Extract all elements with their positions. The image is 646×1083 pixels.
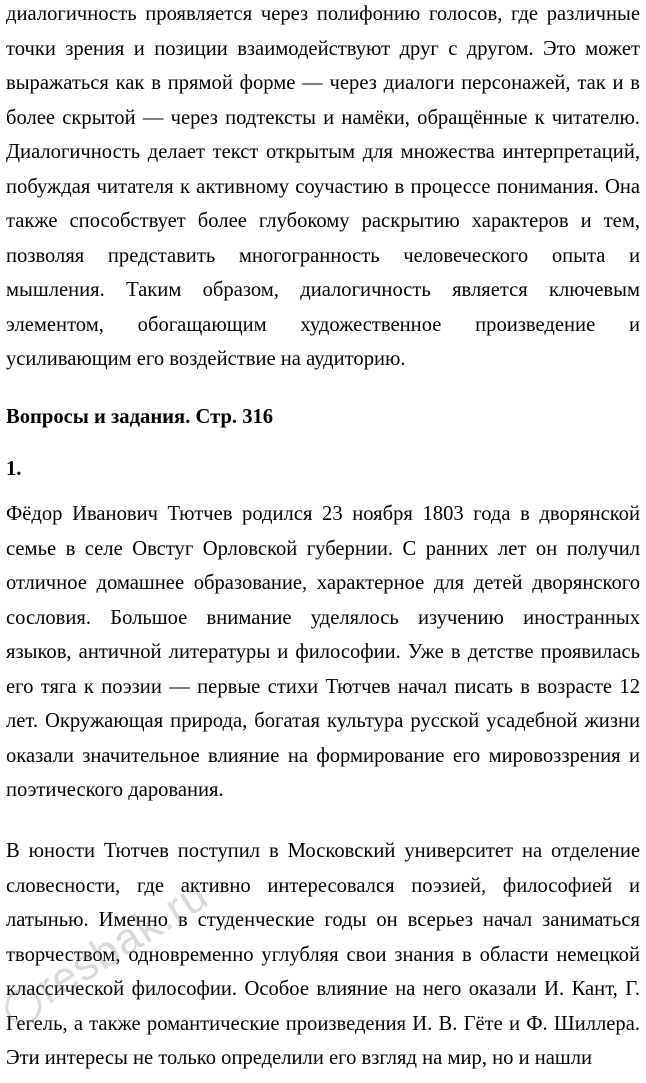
question-number: 1. (6, 458, 22, 480)
answer-paragraph-1: Фёдор Иванович Тютчев родился 23 ноября 1803 года в дворянской семье в селе Овстуг Орловской губернии. С ранних лет он получил отличное домашнее образование, характерное для детей дворянского сословия. Большое внимание уделялось изучению иностранных языков, античной литературы и философии. Уже в детстве проявилась его тяга к поэзии — первые стихи Тютчев начал писать в возрасте 12 лет. Окружающая природа, богатая культура русской усадебной жизни оказали значительное влияние на формирование его мировоззрения и поэтического дарования. (6, 503, 640, 801)
answer-paragraph-2: В юности Тютчев поступил в Московский университет на отделение словесности, где активно интересовался поэзией, философией и латынью. Именно в студенческие годы он всерьез начал заниматься творчеством, одновременно углубляя свои знания в области немецкой классической философии. Особое влияние на него оказали И. Кант, Г. Гегель, а также романтические произведения И. В. Гёте и Ф. Шиллера. Эти интересы не только определили его взгляд на мир, но и нашли (6, 840, 640, 1069)
watermark-text: resbak.ru (27, 870, 217, 1014)
intro-paragraph: диалогичность проявляется через полифонию голосов, где различные точки зрения и позиции взаимодействуют друг с другом. Это может выражаться как в прямой форме — через диалоги персонажей, так и в более скрытой — через подтексты и намёки, обращённые к читателю. Диалогичность делает текст открытым для множества интерпретаций, побуждая читателя к активному соучастию в процессе понимания. Она также способствует более глубокому раскрытию характеров и тем, позволяя представить многогранность человеческого опыта и мышления. Таким образом, диалогичность является ключевым элементом, обогащающим художественное произведение и усиливающим его воздействие на аудиторию. (6, 3, 640, 370)
section-heading: Вопросы и задания. Стр. 316 (6, 406, 274, 428)
